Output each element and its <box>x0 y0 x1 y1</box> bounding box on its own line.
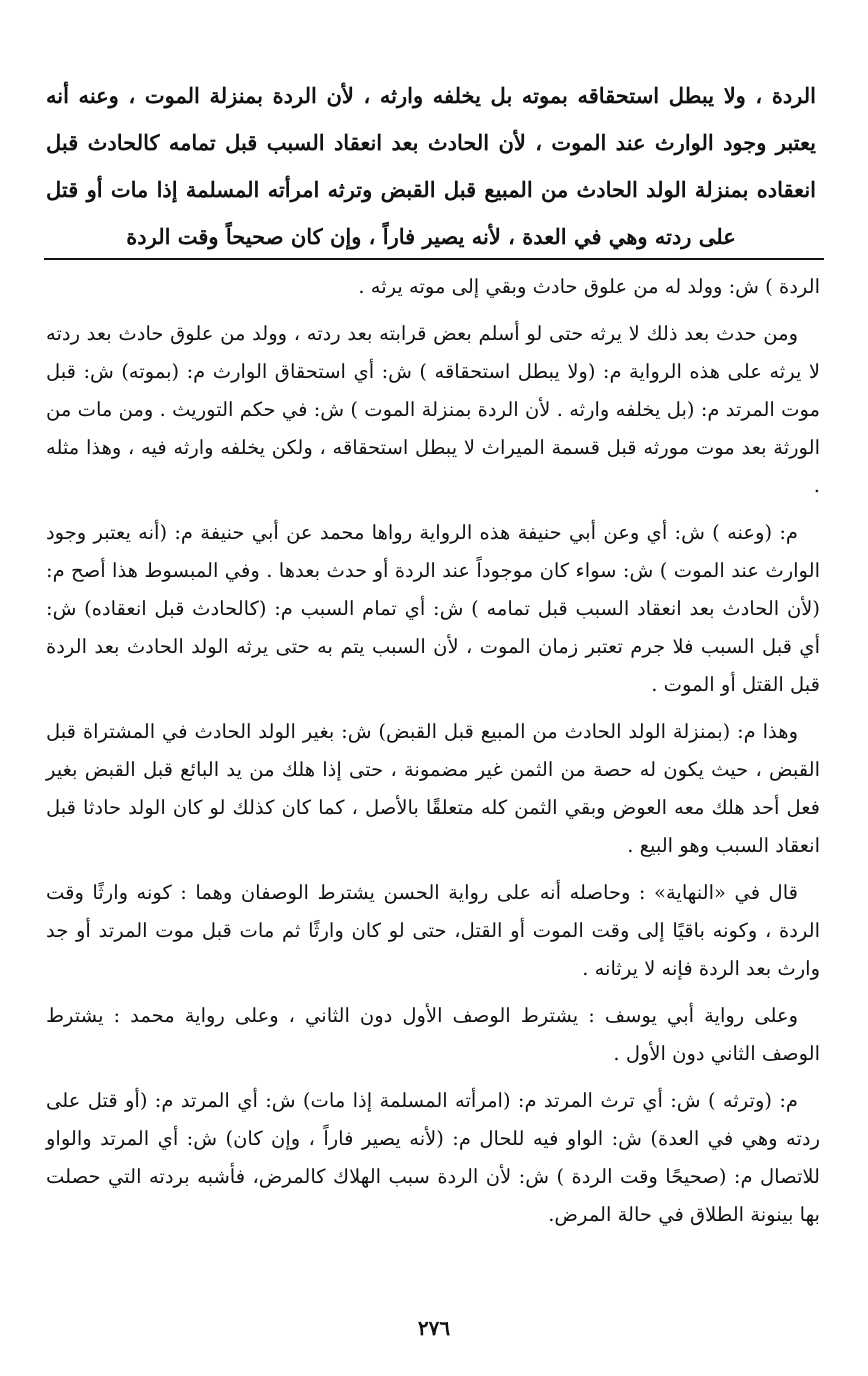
separator-line <box>44 258 824 260</box>
page-number: ٢٧٦ <box>417 1316 451 1340</box>
commentary-section <box>46 268 820 1243</box>
commentary-paragraph-3: م: (وعنه ) ش: أي وعن أبي حنيفة هذه الرواية رواها محمد عن أبي حنيفة م: (أنه يعتبر وجود الوارث عند الموت ) ش: سواء كان موجوداً عند الردة أو حدث بعدها . وفي المبسوط هذا أصح م: (لأن الحادث بعد انعقاد السبب قبل تمامه ) ش: أي تمام السبب م: (كالحادث قبل انعقاده) ش: أي قبل السبب فلا جرم تعتبر زمان الموت ، لأن السبب يتم به حتى يرثه الولد الحادث بعد الردة قبل القتل أو الموت . <box>46 521 820 696</box>
commentary-paragraph-5: قال في «النهاية» : وحاصله أنه على رواية الحسن يشترط الوصفان وهما : كونه وارثًا وقت الردة ، وكونه باقيًا إلى وقت الموت أو القتل، حتى لو كان وارثًا ثم مات قبل موت المرتد أو جد وارث بعد الردة فإنه لا يرثانه . <box>46 881 820 980</box>
commentary-paragraph-2: ومن حدث بعد ذلك لا يرثه حتى لو أسلم بعض قرابته بعد ردته ، وولد من علوق حادث بعد ردته لا يرثه على هذه الرواية م: (ولا يبطل استحقاقه ) ش: أي استحقاق الوارث م: (بموته) ش: قبل موت المرتد م: (بل يخلفه وارثه . لأن الردة بمنزلة الموت ) ش: في حكم التوريث . ومن مات من الورثة بعد موت مورثه قبل قسمة الميراث لا يبطل استحقاقه ، ولكن يخلفه وارثه فيه ، وهذا مثله . <box>46 322 820 497</box>
main-text-matn: الردة ، ولا يبطل استحقاقه بموته بل يخلفه وارثه ، لأن الردة بمنزلة الموت ، وعنه أنه يعتبر وجود الوارث عند الموت ، لأن الحادث بعد انعقاد السبب قبل تمامه كالحادث قبل انعقاده بمنزلة الولد الحادث من المبيع قبل القبض وترثه امرأته المسلمة إذا مات أو قتل على ردته وهي في العدة ، لأنه يصير فاراً ، وإن كان صحيحاً وقت الردة <box>46 83 816 249</box>
commentary-paragraph-6: وعلى رواية أبي يوسف : يشترط الوصف الأول دون الثاني ، وعلى رواية محمد : يشترط الوصف الثاني دون الأول . <box>46 1004 820 1065</box>
commentary-paragraph-7: م: (وترثه ) ش: أي ترث المرتد م: (امرأته المسلمة إذا مات) ش: أي المرتد م: (أو قتل على ردته وهي في العدة) ش: الواو فيه للحال م: (لأنه يصير فاراً ، وإن كان) ش: أي المرتد والواو للاتصال م: (صحيحًا وقت الردة ) ش: لأن الردة سبب الهلاك كالمرض، فأشبه بردته التي حصلت بها بينونة الطلاق في حالة المرض. <box>46 1089 820 1226</box>
commentary-paragraph-1: الردة ) ش: وولد له من علوق حادث وبقي إلى موته يرثه . <box>358 275 820 298</box>
commentary-paragraph-4: وهذا م: (بمنزلة الولد الحادث من المبيع قبل القبض) ش: بغير الولد الحادث في المشتراة قبل القبض ، حيث يكون له حصة من الثمن غير مضمونة ، حتى إذا هلك من يد البائع قبل القبض بغير فعل أحد هلك معه العوض وبقي الثمن كله متعلقًا بالأصل ، كما كان كذلك لو كان الولد حادثا قبل انعقاد السبب وهو البيع . <box>46 720 820 857</box>
